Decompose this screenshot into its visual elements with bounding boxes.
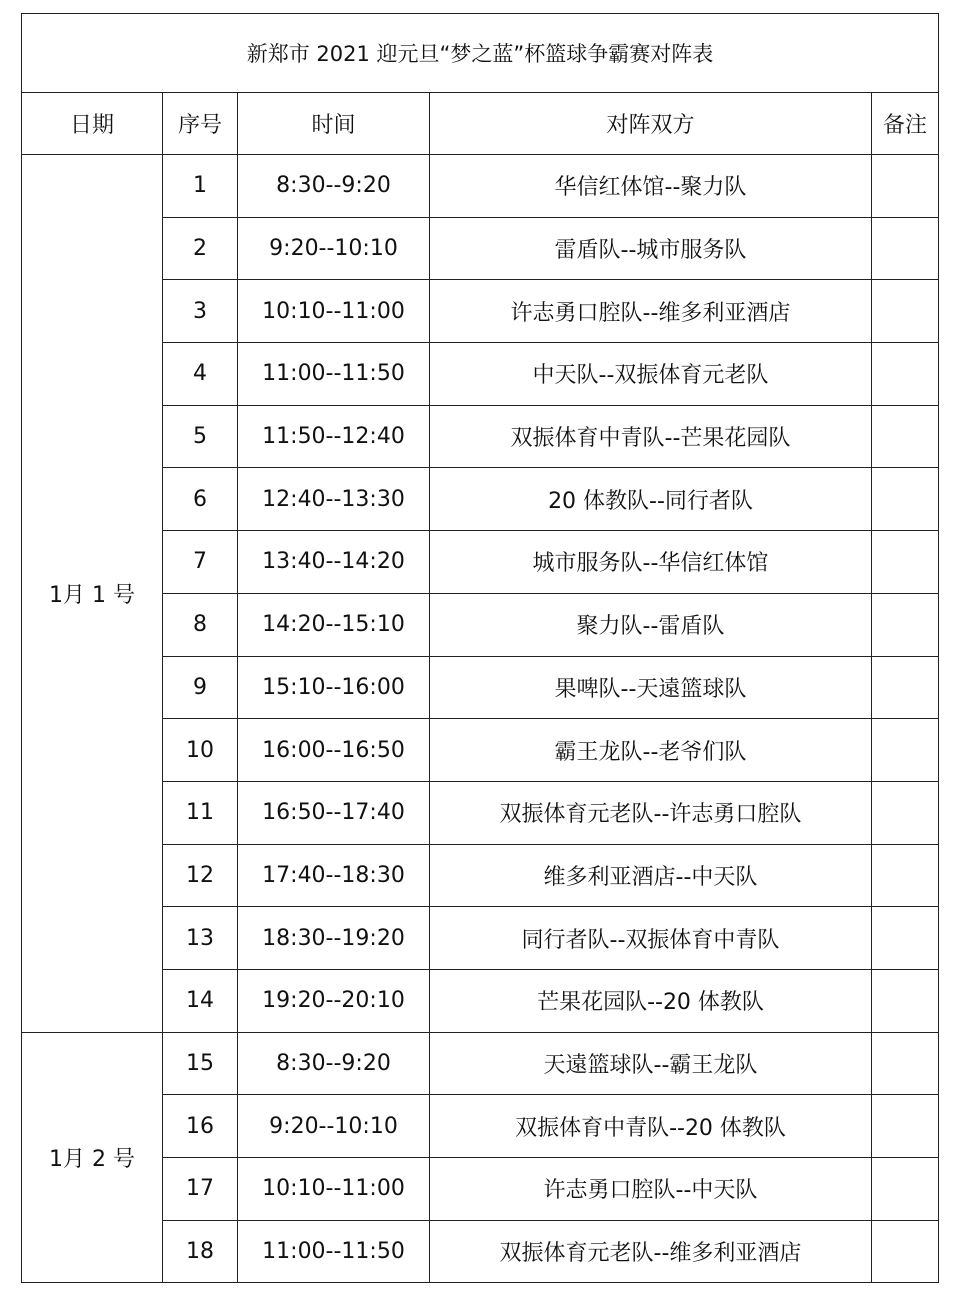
seq-cell: 14 <box>163 969 238 1032</box>
note-cell <box>872 1095 939 1158</box>
time-cell: 10:10--11:00 <box>238 280 430 343</box>
time-cell: 9:20--10:10 <box>238 1095 430 1158</box>
seq-cell: 8 <box>163 593 238 656</box>
seq-cell: 12 <box>163 844 238 907</box>
schedule-body <box>22 155 939 1283</box>
note-cell <box>872 1158 939 1221</box>
header-row <box>22 93 939 155</box>
time-cell: 16:50--17:40 <box>238 781 430 844</box>
time-cell: 16:00--16:50 <box>238 719 430 782</box>
seq-cell: 17 <box>163 1158 238 1221</box>
time-cell: 17:40--18:30 <box>238 844 430 907</box>
match-cell: 许志勇口腔队--中天队 <box>430 1158 872 1221</box>
time-cell: 10:10--11:00 <box>238 1158 430 1221</box>
time-cell: 14:20--15:10 <box>238 593 430 656</box>
header-match: 对阵双方 <box>430 93 872 155</box>
match-cell: 聚力队--雷盾队 <box>430 593 872 656</box>
table-row <box>22 1032 939 1095</box>
note-cell <box>872 155 939 218</box>
time-cell: 13:40--14:20 <box>238 531 430 594</box>
time-cell: 19:20--20:10 <box>238 969 430 1032</box>
time-cell: 8:30--9:20 <box>238 155 430 218</box>
table-row <box>22 155 939 218</box>
note-cell <box>872 656 939 719</box>
header-date: 日期 <box>22 93 163 155</box>
time-cell: 8:30--9:20 <box>238 1032 430 1095</box>
note-cell <box>872 1032 939 1095</box>
note-cell <box>872 280 939 343</box>
date-cell: 1月 1 号 <box>22 155 163 1033</box>
time-cell: 18:30--19:20 <box>238 907 430 970</box>
note-cell <box>872 969 939 1032</box>
header-seq: 序号 <box>163 93 238 155</box>
note-cell <box>872 719 939 782</box>
seq-cell: 4 <box>163 343 238 406</box>
schedule-table <box>21 13 939 1283</box>
seq-cell: 13 <box>163 907 238 970</box>
seq-cell: 18 <box>163 1220 238 1283</box>
seq-cell: 10 <box>163 719 238 782</box>
match-cell: 许志勇口腔队--维多利亚酒店 <box>430 280 872 343</box>
time-cell: 11:50--12:40 <box>238 405 430 468</box>
header-note: 备注 <box>872 93 939 155</box>
note-cell <box>872 531 939 594</box>
time-cell: 9:20--10:10 <box>238 217 430 280</box>
match-cell: 华信红体馆--聚力队 <box>430 155 872 218</box>
seq-cell: 1 <box>163 155 238 218</box>
note-cell <box>872 405 939 468</box>
match-cell: 霸王龙队--老爷们队 <box>430 719 872 782</box>
note-cell <box>872 1220 939 1283</box>
match-cell: 同行者队--双振体育中青队 <box>430 907 872 970</box>
time-cell: 11:00--11:50 <box>238 1220 430 1283</box>
note-cell <box>872 343 939 406</box>
time-cell: 11:00--11:50 <box>238 343 430 406</box>
match-cell: 维多利亚酒店--中天队 <box>430 844 872 907</box>
seq-cell: 7 <box>163 531 238 594</box>
match-cell: 双振体育元老队--维多利亚酒店 <box>430 1220 872 1283</box>
seq-cell: 2 <box>163 217 238 280</box>
note-cell <box>872 781 939 844</box>
match-cell: 果啤队--天遠篮球队 <box>430 656 872 719</box>
note-cell <box>872 844 939 907</box>
time-cell: 12:40--13:30 <box>238 468 430 531</box>
seq-cell: 9 <box>163 656 238 719</box>
match-cell: 双振体育中青队--芒果花园队 <box>430 405 872 468</box>
match-cell: 雷盾队--城市服务队 <box>430 217 872 280</box>
note-cell <box>872 217 939 280</box>
seq-cell: 3 <box>163 280 238 343</box>
match-cell: 20 体教队--同行者队 <box>430 468 872 531</box>
date-cell: 1月 2 号 <box>22 1032 163 1283</box>
seq-cell: 11 <box>163 781 238 844</box>
match-cell: 中天队--双振体育元老队 <box>430 343 872 406</box>
seq-cell: 5 <box>163 405 238 468</box>
match-cell: 城市服务队--华信红体馆 <box>430 531 872 594</box>
match-cell: 天遠篮球队--霸王龙队 <box>430 1032 872 1095</box>
match-cell: 双振体育元老队--许志勇口腔队 <box>430 781 872 844</box>
seq-cell: 15 <box>163 1032 238 1095</box>
seq-cell: 16 <box>163 1095 238 1158</box>
seq-cell: 6 <box>163 468 238 531</box>
table-title: 新郑市 2021 迎元旦“梦之蓝”杯篮球争霸赛对阵表 <box>22 14 939 93</box>
time-cell: 15:10--16:00 <box>238 656 430 719</box>
header-time: 时间 <box>238 93 430 155</box>
note-cell <box>872 593 939 656</box>
note-cell <box>872 907 939 970</box>
match-cell: 芒果花园队--20 体教队 <box>430 969 872 1032</box>
note-cell <box>872 468 939 531</box>
match-cell: 双振体育中青队--20 体教队 <box>430 1095 872 1158</box>
